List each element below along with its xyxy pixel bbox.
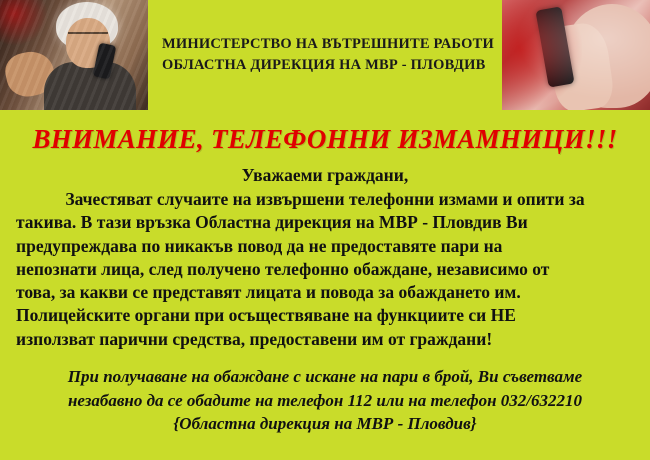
closing-signature: {Областна дирекция на МВР - Пловдив} xyxy=(173,414,477,434)
institution-title xyxy=(148,0,502,110)
poster-header xyxy=(0,0,650,110)
paragraph-line: Зачестяват случаите на извършени телефонни измами и опити за xyxy=(65,189,585,209)
photo-highlight-overlay xyxy=(502,0,650,110)
main-paragraph xyxy=(0,188,650,351)
alert-headline: ВНИМАНИЕ, ТЕЛЕФОННИ ИЗМАМНИЦИ!!! xyxy=(32,124,618,154)
paragraph-line: Полицейските органи при осъществяване на функциите си НЕ xyxy=(16,305,516,326)
ministry-title-line-2: ОБЛАСТНА ДИРЕКЦИЯ НА МВР - ПЛОВДИВ xyxy=(162,57,486,73)
elderly-woman-on-phone-photo xyxy=(0,0,148,110)
closing-line: При получаване на обаждане с искане на пари в брой, Ви съветваме xyxy=(67,366,583,386)
paragraph-line: това, за какви се представят лицата и повода за обаждането им. xyxy=(16,282,521,303)
ministry-title-line-1: МИНИСТЕРСТВО НА ВЪТРЕШНИТЕ РАБОТИ xyxy=(162,35,494,52)
paragraph-line: предупреждава по никакъв повод да не предоставяте пари на xyxy=(16,235,503,256)
closing-line: незабавно да се обадите на телефон 112 или на телефон 032/632210 xyxy=(67,390,583,410)
paragraph-line: използват парични средства, предоставени им от граждани! xyxy=(16,328,493,349)
paragraph-line: такива. В тази връзка Областна дирекция на МВР - Пловдив Ви xyxy=(16,212,528,233)
closing-advice xyxy=(0,365,650,436)
paragraph-line: непознати лица, след получено телефонно обаждане, независимо от xyxy=(16,258,550,279)
motion-blur-overlay xyxy=(0,0,148,110)
person-holding-phone-photo xyxy=(502,0,650,110)
greeting-text: Уважаеми граждани, xyxy=(241,165,409,185)
